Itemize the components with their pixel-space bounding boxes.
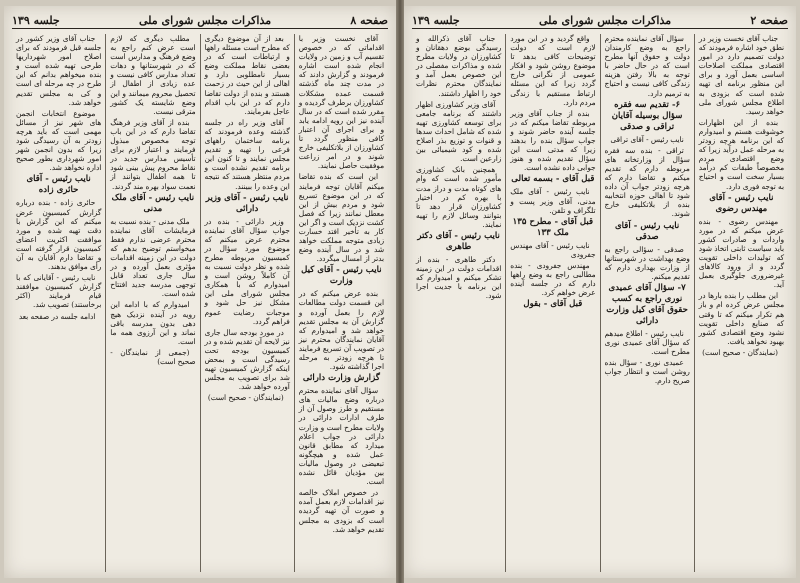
paragraph: در خصوص املاک خالصه نیز اقدامات لازم بعمل آمده و صورت آن تهیه گردیده است که بزودی به مجلس تقدیم خواهد شد. xyxy=(298,488,384,534)
paragraph: بنده از جناب آقای وزیر مربوطه تقاضا میکنم که در جلسه آینده حاضر شوند و جواب سؤال بنده را بدهند زیرا که مدتی است این سؤال تقدیم شده و هنوز جوابی داده نشده است. xyxy=(510,108,596,173)
right-page-session: جلسه ۱۳۹ xyxy=(412,13,460,27)
paragraph: وزیر دارائی - بنده در جواب سؤال آقای نماینده محترم عرض میکنم که موضوع مورد سؤال در کمیسیون مربوطه مطرح شده و نظر دولت نسبت به آن کاملاً روشن است و امیدوارم که با همکاری مجلس شورای ملی این مشکل نیز حل شود و موجبات رضایت عموم فراهم گردد. xyxy=(204,216,290,326)
paragraph: مطلب دیگری که لازم است عرض کنم راجع به وضع فرهنگ و مدارس است که در شهرستانها و دهات تعداد مدارس کافی نیست و عده زیادی از اطفال از تحصیل محروم میمانند و این وضع شایسته یک کشور مترقی نیست. xyxy=(110,34,196,116)
section-heading: قبل آقای - بقول xyxy=(523,299,583,310)
paragraph: مهندس جفرودی - بنده مطالبی راجع به وضع راهها دارم که در جلسه آینده عرض خواهم کرد. xyxy=(510,260,596,298)
left-page-header xyxy=(12,12,388,29)
section-heading: ۷- سؤال آقای عمیدی نوری راجع به کسب حقوق آقای کیل وزارت دارائی xyxy=(606,282,688,326)
paragraph: ملک مدنی - بنده نسبت به فرمایشات آقای نماینده محترم عرضی ندارم فقط میخواستم توضیح بدهم که دولت در این زمینه اقدامات مؤثری بعمل آورده و در سال جاری تعداد قابل توجهی مدرسه جدید افتتاح شده است. xyxy=(110,216,196,299)
paragraph: مهندس رضوی - بنده عرض میکنم که در مورد واردات و صادرات کشور باید سیاست ثابتی اتخاذ شود که تولیدات داخلی تقویت گردد و از ورود کالاهای غیرضروری جلوگیری بعمل آید. xyxy=(698,216,784,290)
left-page-number: صفحه ۸ xyxy=(350,13,388,27)
paragraph: بعد از آن موضوع دیگری که مطرح است مسئله راهها و ارتباطات است که در بعضی نقاط مملکت وضع بسیار نامطلوبی دارد و اهالی از این حیث در زحمت هستند و بنده از دولت تقاضا دارم که در این باب اقدام عاجل بفرمایند. xyxy=(204,34,290,116)
right-page-number: صفحه ۲ xyxy=(750,13,788,27)
paragraph: امیدوارم که با ادامه این رویه در آینده نزدیک هیچ دهی بدون مدرسه باقی نماند و این آرزوی همه ما است. xyxy=(110,300,196,346)
text-column xyxy=(294,34,388,572)
section-heading: نایب رئیس - آقای دکتر طاهری xyxy=(417,230,500,252)
paragraph: آقای وزیر راه در جلسه گذشته وعده فرمودند که برنامه ساختمان راههای فرعی را تهیه و تقدیم مجلس نمایند و تا کنون این برنامه تقدیم نشده است و مردم منتظر هستند که نتیجه این وعده را ببینند. xyxy=(204,117,290,191)
text-column xyxy=(200,34,294,572)
paragraph: (نمایندگان - صحیح است) xyxy=(702,347,778,357)
paragraph: جناب آقای وزیر کشور در جلسه قبل فرمودند که برای اصلاح امور شهرداریها طرحی تهیه شده است و بنده میخواهم بدانم که این طرح در چه مرحله ای است و کی به مجلس تقدیم خواهد شد. xyxy=(16,34,102,107)
paragraph: نایب رئیس - آقای مهندس جفرودی xyxy=(510,240,596,259)
paragraph: موضوع انتخابات انجمن های شهر نیز از مسائل مهمی است که باید هرچه زودتر به آن رسیدگی شود زیرا که بدون انجمن شهر امور شهرداری بطور صحیح اداره نخواهد شد. xyxy=(16,108,102,173)
paragraph: (جمعی از نمایندگان - صحیح است) xyxy=(110,347,196,366)
paragraph: بنده از این اظهارات خوشوقت هستم و امیدوارم که این برنامه هرچه زودتر به مرحله عمل درآید زیرا که وضع اقتصادی مردم مخصوصاً طبقات کم درآمد بسیار سخت است و احتیاج به توجه فوری دارد. xyxy=(698,117,784,191)
paragraph: سؤال آقای نماینده محترم راجع به وضع کارمندان دولت و حقوق آنها مطرح است که در حال حاضر با توجه به بالا رفتن هزینه زندگی کافی نیست و احتیاج به ترمیم دارد. xyxy=(604,34,690,98)
paragraph: ادامه جلسه در صفحه بعد xyxy=(18,311,96,321)
paragraph: دکتر طاهری - بنده از اقدامات دولت در این زمینه تشکر میکنم و امیدوارم که این برنامه با جدیت اجرا شود. xyxy=(416,254,502,301)
paragraph: این مطلب را بنده بارها در مجلس عرض کرده ام و باز هم تکرار میکنم که تا وقتی که صنایع داخلی تقویت نشود وضع اقتصادی کشور بهبود نخواهد یافت. xyxy=(698,291,784,346)
right-page-header xyxy=(412,12,788,29)
section-heading: نایب رئیس - آقای حائری زاده xyxy=(26,174,91,196)
book-gutter xyxy=(396,0,404,583)
paragraph: تراقی - بنده سه فقره سؤال از وزارتخانه های مربوطه دارم که تقدیم میکنم و تقاضا دارم که هرچه زودتر جواب آن داده شود تا اهالی حوزه انتخابیه بنده از بلاتکلیفی خارج شوند. xyxy=(604,145,690,219)
paragraph: جناب آقای نخست وزیر در نطق خود اشاره فرمودند که دولت تصمیم دارد در امور اقتصادی مملکت اصلاحات اساسی بعمل آورد و برای این منظور برنامه ای تهیه شده است که بزودی به اطلاع مجلس شورای ملی خواهد رسید. xyxy=(698,34,784,116)
right-page-columns xyxy=(412,34,788,572)
section-heading: نایب رئیس - آقای صدقی xyxy=(614,220,680,242)
paragraph: نایب رئیس - آقای ملک مدنی، آقای وزیر پست و تلگراف و تلفن. xyxy=(510,187,596,215)
paragraph: این است که بنده تقاضا میکنم آقایان توجه فرمایند که در این موضوع تسریع شود و مردم بیش از این معطل نمانند زیرا که فصل کشت نزدیک است و اگر این کار به تأخیر افتد خسارت زیادی متوجه مملکت خواهد شد و در سال آینده وضع بدتر از امسال میگردد. xyxy=(298,172,384,264)
paragraph: نایب رئیس - اطلاع میدهم که سؤال آقای عمیدی نوری مطرح است. xyxy=(604,328,690,357)
section-heading: قبل آقای - مطرح ۱۳۵ ملک ۱۳۳ xyxy=(512,216,594,238)
paragraph: نایب رئیس - آقای تراقی xyxy=(610,134,684,144)
paragraph: حائری زاده - بنده درباره گزارش کمیسیون عرض میکنم که این گزارش با دقت تهیه شده و مورد موافقت اکثریت اعضای کمیسیون قرار گرفته است و تقاضا دارم آقایان به آن رأی موافق بدهند. xyxy=(16,198,102,272)
left-page xyxy=(4,6,396,578)
section-heading: نایب رئیس - آقای مهندس رضوی xyxy=(709,192,774,214)
right-page xyxy=(404,6,796,578)
paragraph: (نمایندگان - صحیح است) xyxy=(207,393,284,403)
section-heading: گزارش وزارت دارائی xyxy=(302,373,380,384)
section-heading: قبل آقای - بسمه تعالی xyxy=(511,174,595,185)
paragraph: واقع گردید و در این مورد لازم است که دولت توضیحات کافی بدهد تا موضوع روشن شود و افکار عمومی از نگرانی خارج گردد زیرا که این مسئله ارتباط مستقیم با زندگی مردم دارد. xyxy=(510,34,596,107)
paragraph: جناب آقای ذکرالله و رسیدگی بوضع دهقانان و کشاورزان در ولایات مطرح شده و مذاکرات مفصلی در این خصوص بعمل آمد و نمایندگان محترم نظرات خود را اظهار داشتند. xyxy=(416,34,502,98)
paragraph: آقای وزیر کشاورزی اظهار داشتند که برنامه جامعی برای توسعه کشاورزی تهیه شده که شامل احداث سدها و قنوات و توزیع بذر اصلاح شده و کود شیمیائی بین زارعین است. xyxy=(416,99,502,164)
text-column xyxy=(12,34,105,572)
paragraph: آقای نخست وزیر با اقداماتی که در خصوص تقسیم آب و زمین در ولایات انجام شده است اشاره فرمودند و گزارش دادند که در مدت چند ماه گذشته قسمت عمده مشکلات کشاورزان برطرف گردیده و مقرر شده است که در سال آینده نیز این رویه ادامه یابد و برای اجرای آن اعتبار کافی منظور گردد تا کشاورزان از بلاتکلیفی خارج شوند و در امر زراعت موفقیت حاصل نمایند. xyxy=(298,34,384,171)
text-column xyxy=(105,34,199,572)
section-heading: نایب رئیس - آقای کیل وزارت xyxy=(301,265,382,287)
left-page-session: جلسه ۱۳۹ xyxy=(12,13,60,27)
paragraph: بنده عرض میکنم که در این قسمت دولت مطالعات لازم را بعمل آورده و گزارش آن به مجلس تقدیم خواهد شد و امیدوارم که آقایان نمایندگان محترم نیز در تصویب آن تسریع فرمایند تا هرچه زودتر به مرحله اجرا گذاشته شود. xyxy=(298,289,384,372)
left-page-columns xyxy=(12,34,388,572)
paragraph: نایب رئیس - آقایانی که با گزارش کمیسیون موافقند قیام فرمایند (اکثر برخاستند) تصویب شد. xyxy=(16,273,102,310)
section-heading: نایب رئیس - آقای وزیر دارائی xyxy=(205,192,289,214)
text-column xyxy=(600,34,694,572)
paragraph: در مورد بودجه سال جاری نیز لایحه آن تقدیم شده و در کمیسیون بودجه تحت رسیدگی است و بمحض اینکه گزارش کمیسیون تهیه شد برای تصویب به مجلس آورده خواهد شد. xyxy=(204,327,290,392)
right-page-title: مذاکرات مجلس شورای ملی xyxy=(538,13,672,27)
left-page-title: مذاکرات مجلس شورای ملی xyxy=(138,13,272,27)
section-heading: ۶- تقدیم سه فقره سؤال بوسیله آقایان تراقی و صدقی xyxy=(611,99,683,132)
text-column xyxy=(505,34,599,572)
text-column xyxy=(412,34,505,572)
section-heading: نایب رئیس - آقای ملک مدنی xyxy=(111,192,195,214)
text-column xyxy=(694,34,788,572)
paragraph: عمیدی نوری - سؤال بنده روشن است و انتظار جواب صریح دارم. xyxy=(604,358,690,386)
paragraph: صدقی - سؤالی راجع به وضع بهداشت در شهرستانها از وزارت بهداری دارم که تقدیم میکنم. xyxy=(604,244,690,281)
paragraph: همچنین بانک کشاورزی مأمور شده است که وام های کوتاه مدت و دراز مدت با بهره کم در اختیار کشاورزان قرار دهد تا بتوانند وسائل لازم را تهیه نمایند. xyxy=(416,165,502,229)
paragraph: سؤال آقای نماینده محترم درباره وضع مالیات های مستقیم و طرز وصول آن از طرف ادارات دارائی در ولایات مطرح است و وزارت دارائی در جواب اعلام میدارد که مطابق قانون عمل شده و هیچگونه تبعیضی در وصول مالیات بین مؤدیان قائل نشده است. xyxy=(298,386,384,487)
paragraph: بنده از آقای وزیر فرهنگ تقاضا دارم که در این باب توجه مخصوص مبذول فرمایند و اعتبار لازم برای تأسیس مدارس جدید در نقاط محروم پیش بینی شود تا همه اطفال بتوانند از نعمت سواد بهره مند گردند. xyxy=(110,117,196,191)
